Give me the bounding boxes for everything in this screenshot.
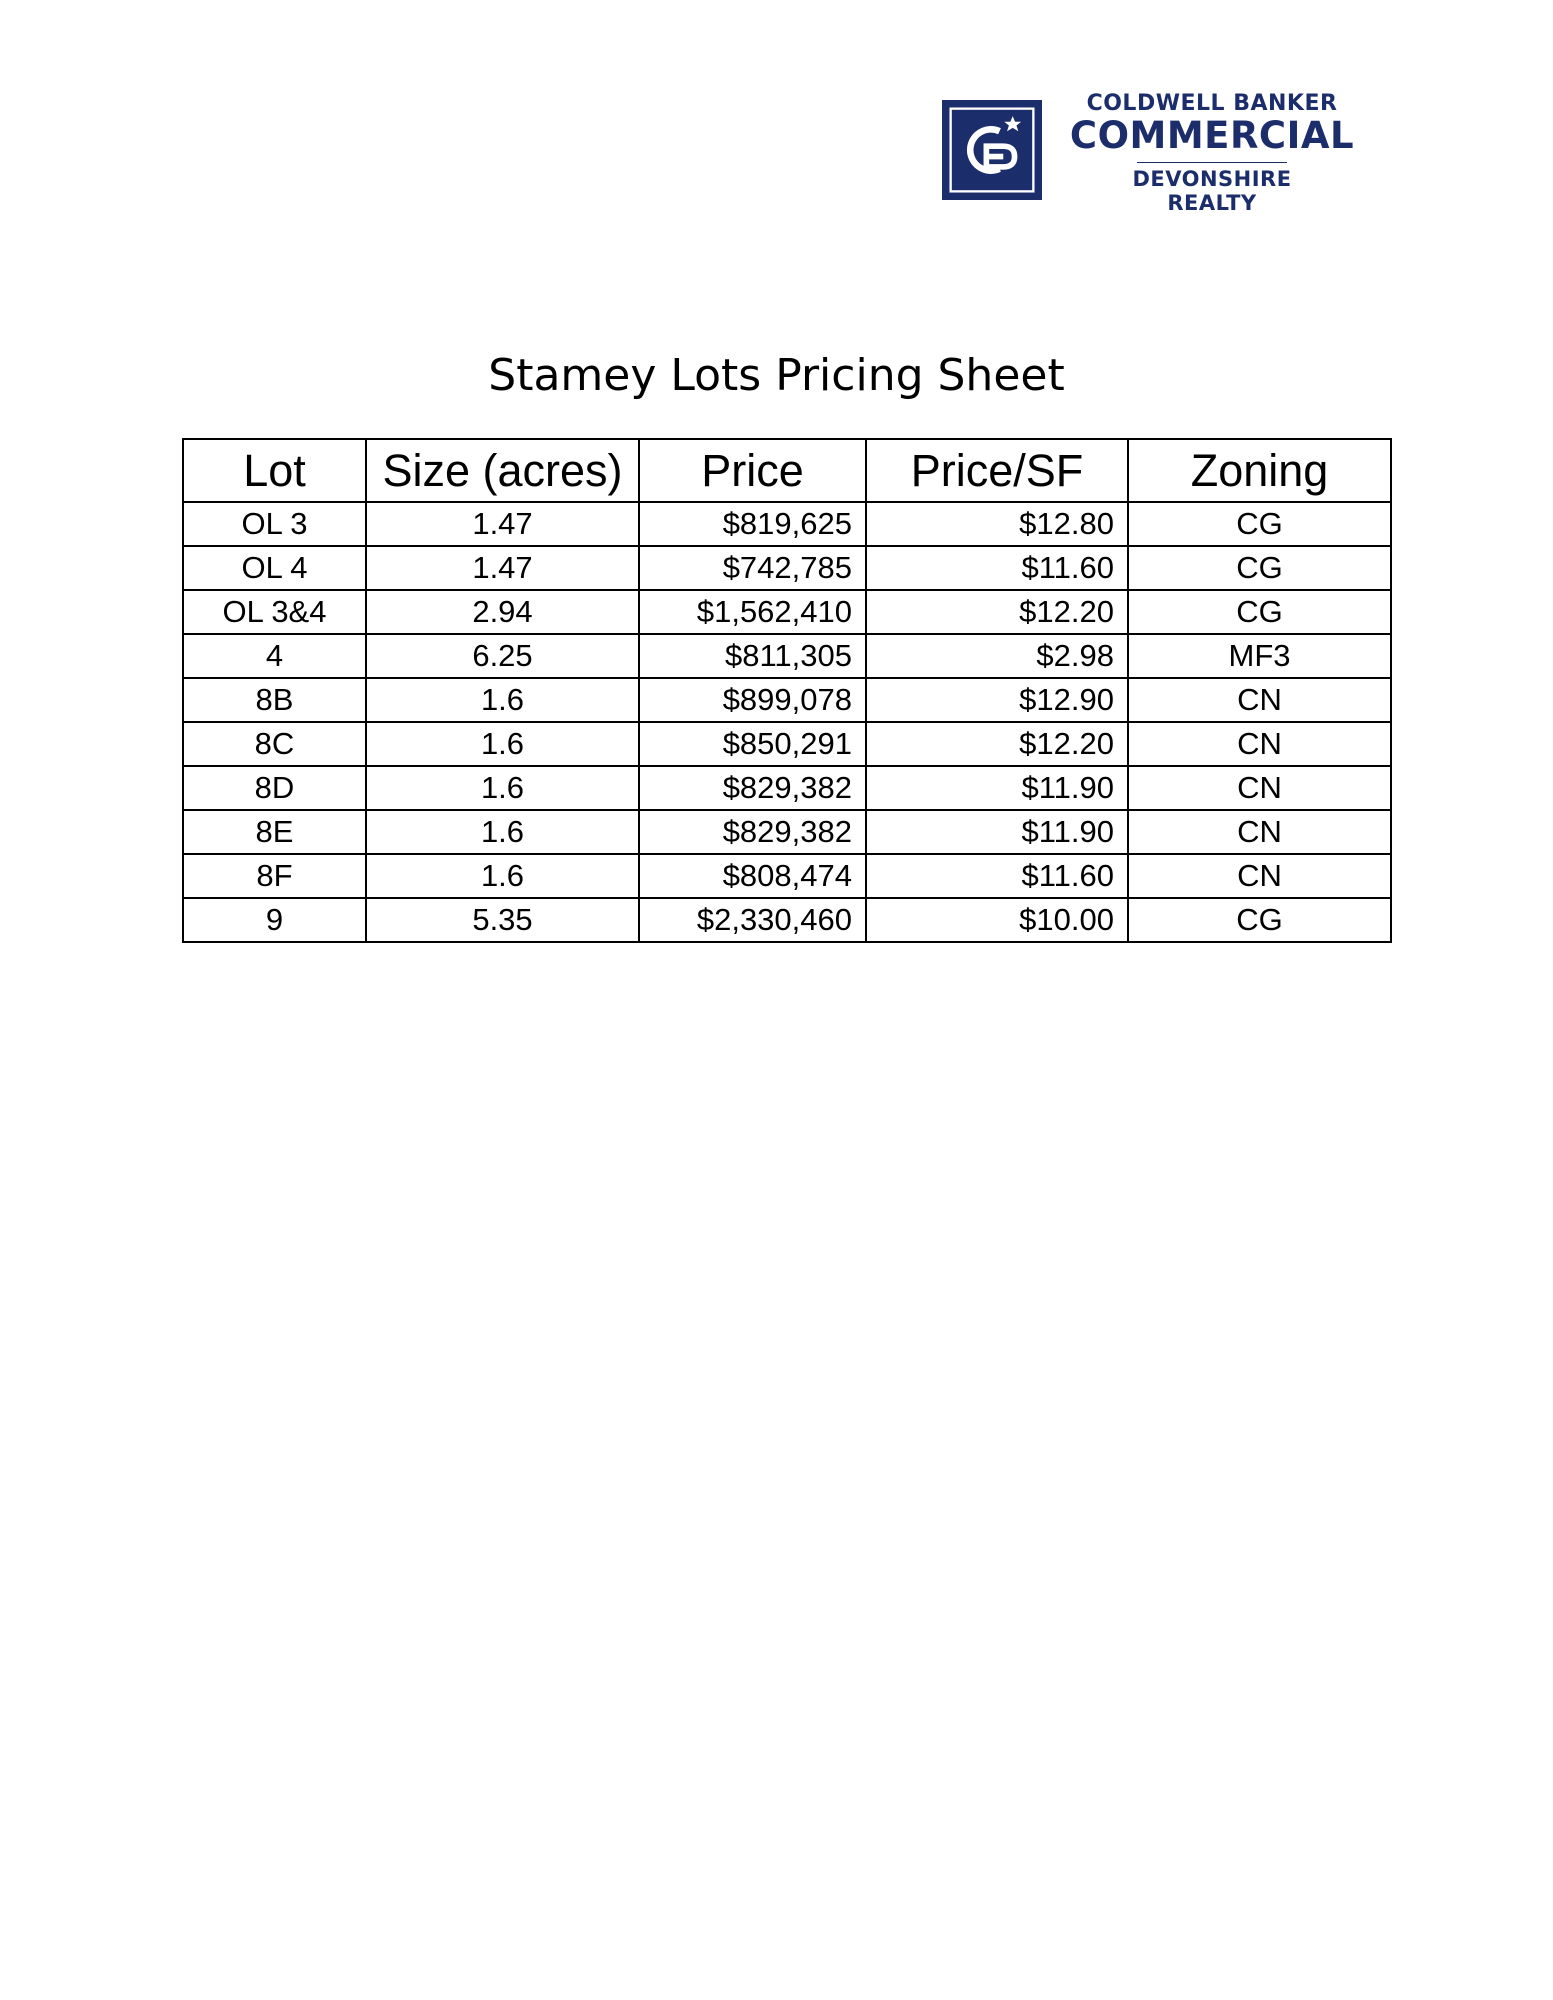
- cell-zoning: CG: [1128, 546, 1391, 590]
- table-row: [183, 810, 1391, 854]
- cell-zoning: CN: [1128, 854, 1391, 898]
- table-row: [183, 590, 1391, 634]
- cell-price: $850,291: [639, 722, 866, 766]
- cell-zoning: CN: [1128, 678, 1391, 722]
- cell-lot: 8B: [183, 678, 366, 722]
- cell-price: $899,078: [639, 678, 866, 722]
- cell-size: 1.47: [366, 502, 639, 546]
- cell-price-sf: $11.90: [866, 810, 1128, 854]
- table-row: [183, 898, 1391, 942]
- logo-wordmark: [1062, 92, 1362, 215]
- cell-lot: 4: [183, 634, 366, 678]
- cell-lot: 8E: [183, 810, 366, 854]
- cell-lot: OL 3&4: [183, 590, 366, 634]
- page-title: Stamey Lots Pricing Sheet: [488, 350, 1065, 401]
- cell-price-sf: $12.80: [866, 502, 1128, 546]
- header-lot: Lot: [183, 439, 366, 502]
- cell-lot: OL 4: [183, 546, 366, 590]
- cell-zoning: CN: [1128, 766, 1391, 810]
- cell-size: 1.6: [366, 766, 639, 810]
- cell-zoning: MF3: [1128, 634, 1391, 678]
- cell-lot: 9: [183, 898, 366, 942]
- cell-price: $2,330,460: [639, 898, 866, 942]
- cell-lot: 8F: [183, 854, 366, 898]
- header-price-sf: Price/SF: [866, 439, 1128, 502]
- cell-price: $808,474: [639, 854, 866, 898]
- cell-size: 6.25: [366, 634, 639, 678]
- logo-line-realty: REALTY: [1167, 191, 1257, 215]
- logo-line-coldwell-banker: COLDWELL BANKER: [1086, 91, 1338, 116]
- table-row: [183, 766, 1391, 810]
- cell-size: 2.94: [366, 590, 639, 634]
- header-zoning: Zoning: [1128, 439, 1391, 502]
- cell-price: $829,382: [639, 810, 866, 854]
- cell-price-sf: $10.00: [866, 898, 1128, 942]
- table-row: [183, 546, 1391, 590]
- cell-zoning: CG: [1128, 898, 1391, 942]
- cell-size: 1.6: [366, 854, 639, 898]
- header-size: Size (acres): [366, 439, 639, 502]
- cell-size: 5.35: [366, 898, 639, 942]
- cell-zoning: CN: [1128, 722, 1391, 766]
- cell-size: 1.47: [366, 546, 639, 590]
- table-row: [183, 502, 1391, 546]
- cell-zoning: CG: [1128, 590, 1391, 634]
- cell-size: 1.6: [366, 722, 639, 766]
- pricing-table: [182, 438, 1392, 943]
- cell-price-sf: $11.60: [866, 854, 1128, 898]
- cell-price: $1,562,410: [639, 590, 866, 634]
- cell-lot: 8D: [183, 766, 366, 810]
- cell-price-sf: $11.60: [866, 546, 1128, 590]
- cell-zoning: CG: [1128, 502, 1391, 546]
- cell-price: $819,625: [639, 502, 866, 546]
- cell-size: 1.6: [366, 810, 639, 854]
- cell-price-sf: $12.90: [866, 678, 1128, 722]
- table-header-row: [183, 439, 1391, 502]
- cell-price: $742,785: [639, 546, 866, 590]
- cell-price-sf: $11.90: [866, 766, 1128, 810]
- table-row: [183, 854, 1391, 898]
- cell-price-sf: $12.20: [866, 722, 1128, 766]
- logo-line-devonshire: DEVONSHIRE: [1132, 167, 1292, 191]
- table-row: [183, 722, 1391, 766]
- cell-price: $829,382: [639, 766, 866, 810]
- table-row: [183, 634, 1391, 678]
- logo-divider: [1137, 162, 1287, 163]
- cell-lot: 8C: [183, 722, 366, 766]
- logo-line-commercial: COMMERCIAL: [1069, 114, 1355, 157]
- cell-lot: OL 3: [183, 502, 366, 546]
- cell-price-sf: $12.20: [866, 590, 1128, 634]
- table-row: [183, 678, 1391, 722]
- cell-price: $811,305: [639, 634, 866, 678]
- cell-zoning: CN: [1128, 810, 1391, 854]
- company-logo: [942, 92, 1372, 222]
- cell-size: 1.6: [366, 678, 639, 722]
- header-price: Price: [639, 439, 866, 502]
- cell-price-sf: $2.98: [866, 634, 1128, 678]
- cb-monogram-icon: [942, 100, 1042, 200]
